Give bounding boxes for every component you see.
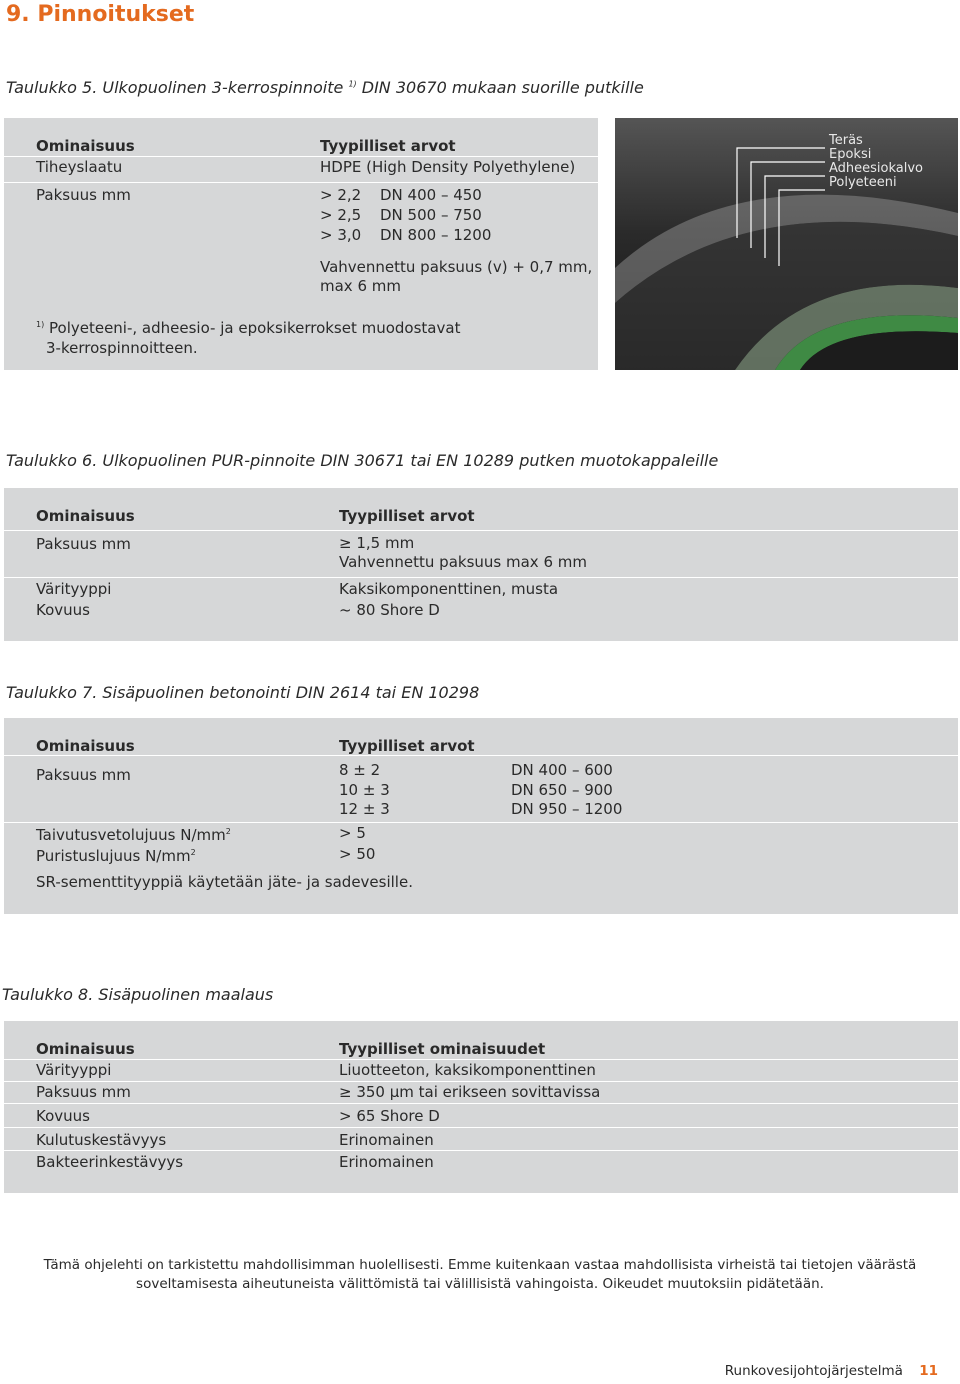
table5-reinforced-line2: max 6 mm — [320, 277, 401, 295]
table5-header-property: Ominaisuus — [36, 137, 135, 155]
table8-panel — [4, 1021, 958, 1193]
photo-label-steel: Teräs — [829, 133, 863, 148]
photo-label-polyethylene: Polyeteeni — [829, 175, 897, 190]
table6-row-value: Kaksikomponenttinen, musta — [339, 580, 559, 598]
table5-header-values: Tyypilliset arvot — [320, 137, 456, 155]
table5-footnote-line2: 3-kerrospinnoitteen. — [46, 339, 198, 357]
disclaimer-line1: Tämä ohjelehti on tarkistettu mahdollisimman huolellisesti. Emme kuitenkaan vastaa mahdollisista virheistä tai tietojen väärästä — [43, 1257, 917, 1273]
table7-row-thickness-label: Paksuus mm — [36, 766, 131, 784]
table5-row-thickness-label: Paksuus mm — [36, 186, 131, 204]
table7-row-bending-label — [36, 822, 231, 845]
table5-reinforced-line1: Vahvennettu paksuus (v) + 0,7 mm, — [320, 258, 593, 276]
table5-panel — [4, 118, 598, 370]
table8-row-value: Erinomainen — [339, 1131, 434, 1149]
table7-thickness-value: 12 ± 3 — [339, 800, 390, 818]
table5-caption-rest: DIN 30670 mukaan suorille putkille — [361, 78, 644, 97]
table7-header-property: Ominaisuus — [36, 737, 135, 755]
table7-caption: Taulukko 7. Sisäpuolinen betonointi DIN 2614 tai EN 10298 — [6, 683, 480, 702]
table6-caption: Taulukko 6. Ulkopuolinen PUR-pinnoite DIN 30671 tai EN 10289 putken muotokappaleille — [6, 451, 719, 470]
table7-row-bending-value: > 5 — [339, 824, 366, 842]
table5-thickness-value: > 3,0 — [320, 226, 362, 244]
table5-row-density-label: Tiheyslaatu — [36, 158, 123, 176]
table8-header-property: Ominaisuus — [36, 1040, 135, 1058]
table5-caption-footnote-mark: 1) — [348, 79, 357, 89]
table8-row-label: Värityyppi — [36, 1061, 112, 1079]
table8-row-value: Liuotteeton, kaksikomponenttinen — [339, 1061, 596, 1079]
pipe-coating-photo — [615, 118, 958, 370]
table7-bending-label-text: Taivutusvetolujuus N/mm — [36, 826, 226, 844]
table7-thickness-dn: DN 650 – 900 — [511, 781, 613, 799]
table8-rule — [4, 1103, 958, 1104]
table7-note: SR-sementtityyppiä käytetään jäte- ja sadevesille. — [36, 873, 413, 891]
table7-rule — [4, 755, 958, 756]
table5-row-density-value: HDPE (High Density Polyethylene) — [320, 158, 576, 176]
table6-panel — [4, 488, 958, 641]
table8-rule — [4, 1127, 958, 1128]
table7-row-compression-value: > 50 — [339, 845, 376, 863]
table6-row-value-extra: Vahvennettu paksuus max 6 mm — [339, 553, 587, 571]
table8-row-label: Paksuus mm — [36, 1083, 131, 1101]
page-footer — [725, 1363, 938, 1379]
page-title: 9. Pinnoitukset — [6, 2, 195, 27]
table6-row-value: ≥ 1,5 mm — [339, 534, 415, 552]
table8-row-value: Erinomainen — [339, 1153, 434, 1171]
table7-thickness-dn: DN 950 – 1200 — [511, 800, 623, 818]
table6-row-label: Kovuus — [36, 601, 90, 619]
table8-rule — [4, 1150, 958, 1151]
table6-row-value: ~ 80 Shore D — [339, 601, 440, 619]
table7-compression-label-sup: 2 — [190, 848, 196, 857]
table7-header-values: Tyypilliset arvot — [339, 737, 475, 755]
table7-thickness-value: 10 ± 3 — [339, 781, 390, 799]
table8-row-value: > 65 Shore D — [339, 1107, 440, 1125]
pipe-cross-section-illustration — [615, 118, 958, 370]
table5-footnote-line1: Polyeteeni-, adheesio- ja epoksikerrokset muodostavat — [49, 319, 461, 337]
table5-thickness-dn: DN 500 – 750 — [380, 206, 482, 224]
table5-thickness-dn: DN 400 – 450 — [380, 186, 482, 204]
table5-footnote-mark: 1) — [36, 320, 45, 329]
table5-rule — [4, 182, 598, 183]
table5-thickness-value: > 2,2 — [320, 186, 362, 204]
table7-compression-label-text: Puristuslujuus N/mm — [36, 847, 191, 865]
footer-brand: Runkovesijohtojärjestelmä — [724, 1363, 903, 1379]
photo-label-adhesive: Adheesiokalvo — [829, 161, 924, 176]
table8-header-values: Tyypilliset ominaisuudet — [339, 1040, 546, 1058]
disclaimer-line2: soveltamisesta aiheutuneista välittömistä tai välillisistä vahingoista. Oikeudet muutoksiin pidätetään. — [136, 1276, 824, 1292]
table7-panel — [4, 718, 958, 914]
table7-row-compression-label — [36, 843, 196, 866]
table8-row-label: Kulutuskestävyys — [36, 1131, 167, 1149]
table7-bending-label-sup: 2 — [225, 827, 231, 836]
table7-thickness-dn: DN 400 – 600 — [511, 761, 613, 779]
table5-caption-main: Taulukko 5. Ulkopuolinen 3-kerrospinnoite — [6, 78, 344, 97]
table6-row-label: Paksuus mm — [36, 535, 131, 553]
table5-thickness-dn: DN 800 – 1200 — [380, 226, 492, 244]
table5-thickness-value: > 2,5 — [320, 206, 362, 224]
page-number: 11 — [919, 1363, 938, 1379]
table5-caption — [6, 78, 644, 97]
table8-caption: Taulukko 8. Sisäpuolinen maalaus — [2, 985, 274, 1004]
photo-label-epoxy: Epoksi — [829, 147, 872, 162]
table8-row-value: ≥ 350 µm tai erikseen sovittavissa — [339, 1083, 601, 1101]
table6-rule — [4, 530, 958, 531]
table6-rule — [4, 577, 958, 578]
table7-thickness-value: 8 ± 2 — [339, 761, 381, 779]
table8-row-label: Kovuus — [36, 1107, 90, 1125]
table5-footnote — [36, 315, 460, 338]
table8-row-label: Bakteerinkestävyys — [36, 1153, 184, 1171]
table6-header-values: Tyypilliset arvot — [339, 507, 475, 525]
table6-header-property: Ominaisuus — [36, 507, 135, 525]
table6-row-label: Värityyppi — [36, 580, 112, 598]
